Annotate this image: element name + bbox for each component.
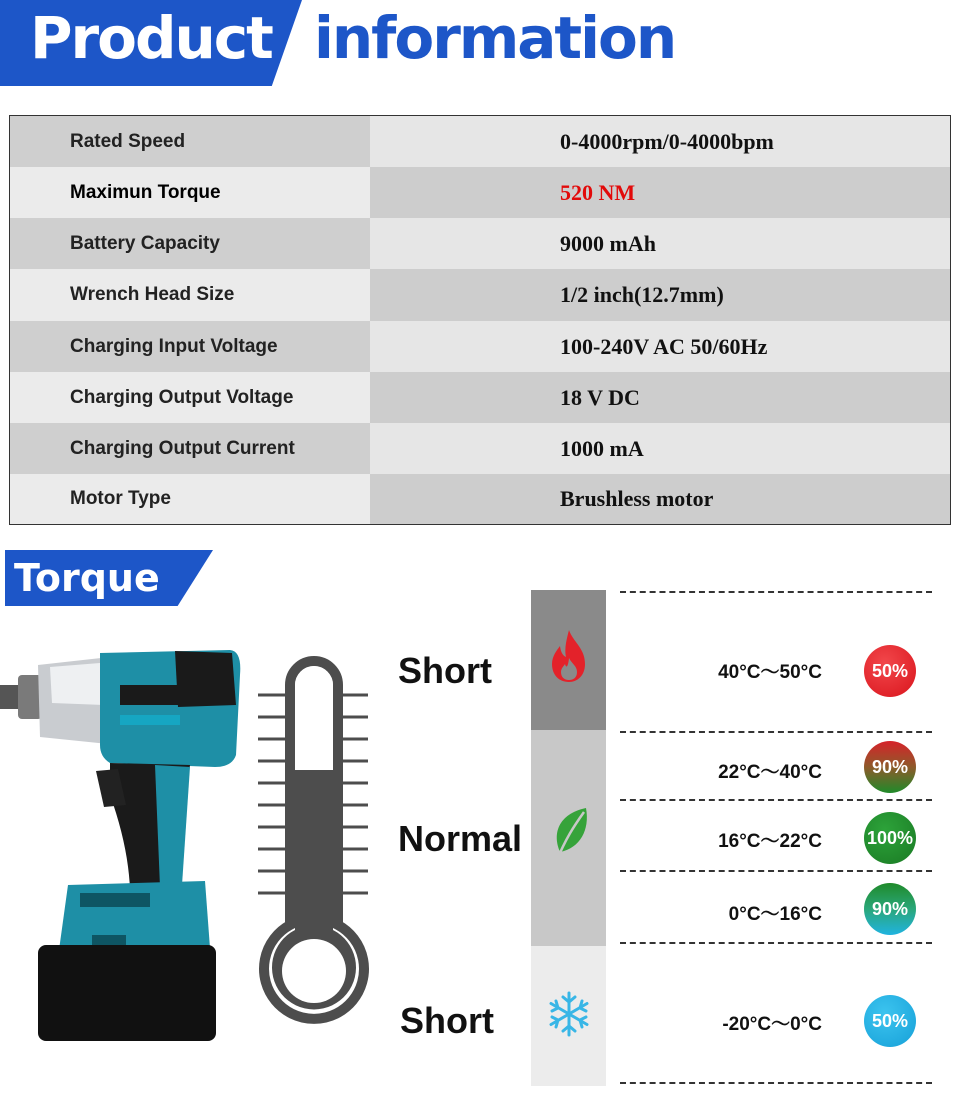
- spec-row: [10, 321, 950, 372]
- divider: [620, 1082, 932, 1084]
- spec-row: [10, 269, 950, 321]
- fire-icon: [549, 628, 589, 684]
- spec-label: Charging Output Voltage: [10, 372, 370, 423]
- thermometer-icon: [250, 655, 370, 1040]
- spec-row: [10, 372, 950, 423]
- divider: [620, 591, 932, 593]
- header-title-part2: information: [314, 4, 676, 72]
- temp-range: -20°C～0°C: [722, 1014, 822, 1035]
- temp-range: 16°C～22°C: [718, 831, 822, 852]
- level-label-normal: Normal: [398, 818, 523, 859]
- leaf-icon: [550, 806, 590, 864]
- spec-value: 1/2 inch(12.7mm): [370, 269, 950, 321]
- level-label-cold: Short: [400, 1000, 494, 1041]
- spec-row: [10, 167, 950, 218]
- spec-label: Wrench Head Size: [10, 269, 370, 321]
- spec-value: 0-4000rpm/0-4000bpm: [370, 116, 950, 167]
- spec-value: 9000 mAh: [370, 218, 950, 269]
- spec-row: [10, 474, 950, 524]
- torque-badge: 90%: [864, 883, 916, 935]
- divider: [620, 942, 932, 944]
- spec-value: 100-240V AC 50/60Hz: [370, 321, 950, 372]
- spec-label: Charging Output Current: [10, 423, 370, 474]
- level-label-hot: Short: [398, 650, 492, 691]
- temp-range: 22°C～40°C: [718, 762, 822, 783]
- divider: [620, 870, 932, 872]
- spec-label: Maximun Torque: [10, 167, 370, 218]
- spec-label: Battery Capacity: [10, 218, 370, 269]
- torque-badge: 100%: [864, 812, 916, 864]
- spec-row: [10, 116, 950, 167]
- torque-badge: 50%: [864, 645, 916, 697]
- impact-wrench-image: [0, 645, 245, 1045]
- spec-value: 18 V DC: [370, 372, 950, 423]
- divider: [620, 799, 932, 801]
- temp-range: 0°C～16°C: [728, 904, 822, 925]
- spec-row: [10, 218, 950, 269]
- temp-range: 40°C～50°C: [718, 662, 822, 683]
- spec-value: 1000 mA: [370, 423, 950, 474]
- divider: [620, 731, 932, 733]
- spec-label: Rated Speed: [10, 116, 370, 167]
- spec-value: Brushless motor: [370, 474, 950, 524]
- spec-label: Charging Input Voltage: [10, 321, 370, 372]
- snowflake-icon: [545, 990, 593, 1038]
- spec-table: [9, 115, 951, 525]
- header-title-part1: Product: [30, 4, 272, 72]
- spec-label: Motor Type: [10, 474, 370, 524]
- torque-title: Torque: [14, 556, 160, 600]
- spec-row: [10, 423, 950, 474]
- torque-badge: 90%: [864, 741, 916, 793]
- torque-badge: 50%: [864, 995, 916, 1047]
- spec-value: 520 NM: [370, 167, 950, 218]
